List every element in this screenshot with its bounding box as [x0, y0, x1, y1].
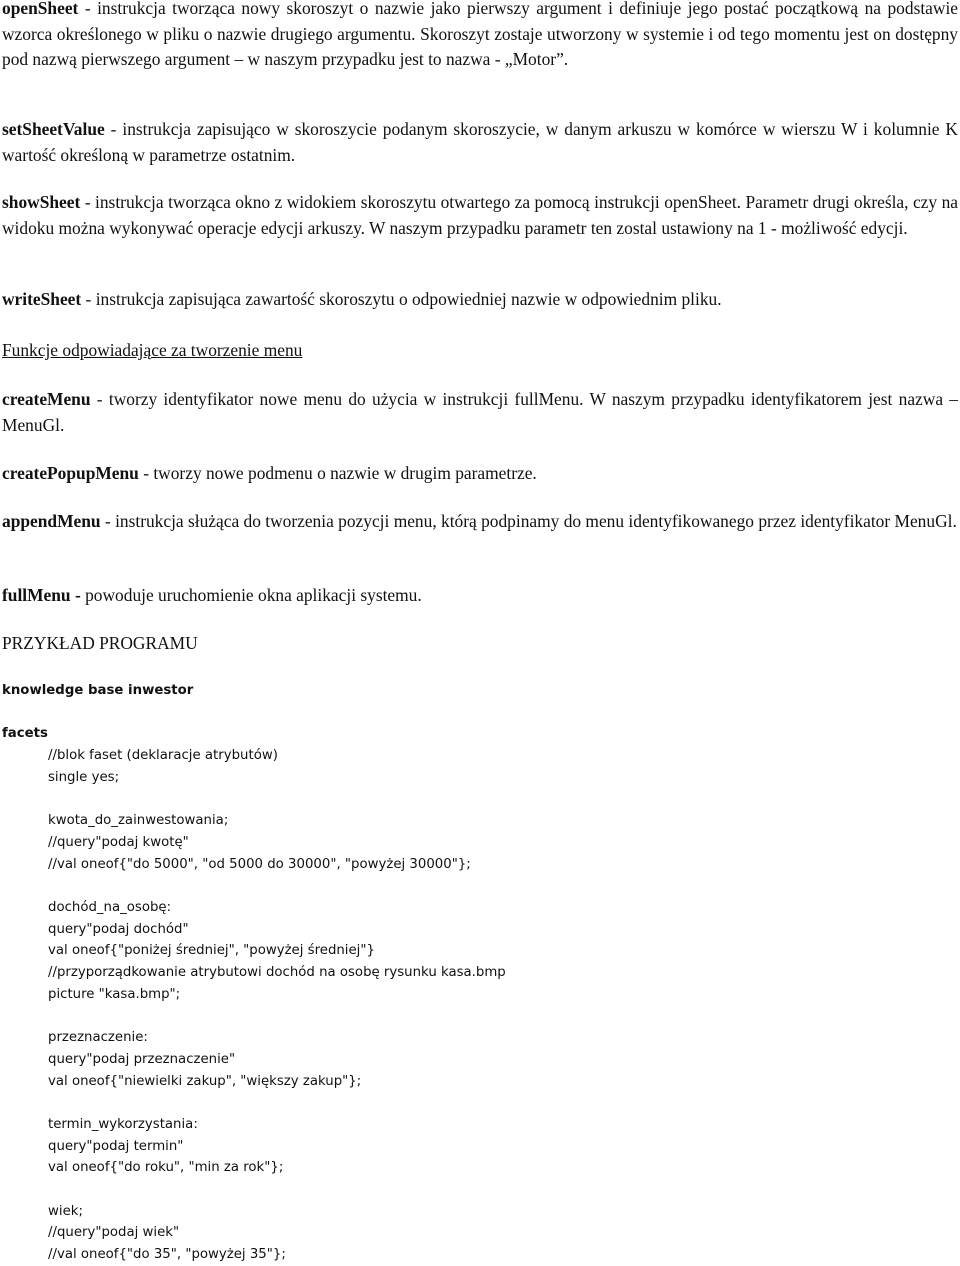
- term-appendmenu: appendMenu: [2, 511, 101, 531]
- code-line: single yes;: [48, 769, 120, 785]
- code-line: picture "kasa.bmp";: [48, 986, 181, 1002]
- code-line: //query"podaj kwotę": [48, 834, 189, 850]
- code-line: //blok faset (deklaracje atrybutów): [48, 748, 278, 763]
- code-line: kwota_do_zainwestowania;: [48, 813, 229, 829]
- desc-createpopupmenu: - tworzy nowe podmenu o nazwie w drugim parametrze.: [138, 463, 537, 483]
- code-line: //przyporządkowanie atrybutowi dochód na osobę rysunku kasa.bmp: [48, 965, 506, 980]
- term-createmenu: createMenu: [2, 389, 91, 409]
- code-line: termin_wykorzystania:: [48, 1116, 198, 1132]
- term-createpopupmenu: createPopupMenu: [2, 463, 139, 483]
- paragraph-createpopupmenu: [0, 461, 960, 487]
- term-writesheet: writeSheet: [2, 289, 82, 309]
- code-line: //val oneof{"do 35", "powyżej 35"};: [48, 1247, 286, 1263]
- code-knowledge-base: knowledge base inwestor: [2, 683, 194, 698]
- paragraph-showsheet: [0, 190, 960, 241]
- code-line: //query"podaj wiek": [48, 1225, 180, 1241]
- code-line: query"podaj dochód": [48, 921, 189, 937]
- desc-appendmenu: - instrukcja służąca do tworzenia pozycji menu, którą podpinamy do menu identyfikowanego przez identyfikator MenuGl.: [100, 511, 957, 531]
- desc-writesheet: - instrukcja zapisująca zawartość skoroszytu o odpowiedniej nazwie w odpowiednim pliku.: [81, 289, 722, 309]
- paragraph-appendmenu: [0, 509, 960, 535]
- code-line: wiek;: [48, 1203, 83, 1219]
- paragraph-setsheetvalue: [0, 117, 960, 168]
- term-showsheet: showSheet: [2, 192, 81, 212]
- paragraph-fullmenu: [0, 583, 960, 609]
- paragraph-writesheet: [0, 287, 960, 313]
- desc-opensheet: - instrukcja tworząca nowy skoroszyt o nazwie jako pierwszy argument i definiuje jego postać początkową na podstawie wzorca określonego w pliku o nazwie drugiego argumentu. Skoroszyt zostaje utworzony w systemie i od tego momentu jest on dostępny pod nazwą pierwszego argument – w naszym przypadku jest to nazwa - „Motor”.: [2, 0, 958, 69]
- term-opensheet: openSheet: [2, 0, 79, 18]
- code-facets-keyword: facets: [2, 726, 48, 741]
- code-line: query"podaj przeznaczenie": [48, 1051, 236, 1067]
- code-line: val oneof{"niewielki zakup", "większy zakup"};: [48, 1073, 362, 1089]
- desc-createmenu: - tworzy identyfikator nowe menu do użycia w instrukcji fullMenu. W naszym przypadku identyfikatorem jest nazwa – MenuGl.: [2, 389, 958, 435]
- code-line: val oneof{"poniżej średniej", "powyżej średniej"}: [48, 943, 375, 959]
- desc-setsheetvalue: - instrukcja zapisująco w skoroszycie podanym skoroszycie, w danym arkuszu w komórce w wierszu W i kolumnie K wartość określoną w parametrze ostatnim.: [2, 119, 958, 165]
- desc-showsheet: - instrukcja tworząca okno z widokiem skoroszytu otwartego za pomocą instrukcji openSheet. Parametr drugi określa, czy na widoku można wykonywać operacje edycji arkuszy. W naszym przypadku parametr ten zostal ustawiony na 1 - możliwość edycji.: [2, 192, 958, 238]
- example-heading: PRZYKŁAD PROGRAMU: [2, 633, 198, 653]
- menu-section-heading: [0, 338, 960, 364]
- code-line: val oneof{"do roku", "min za rok"};: [48, 1160, 284, 1176]
- term-setsheetvalue: setSheetValue: [2, 119, 105, 139]
- desc-fullmenu: powoduje uruchomienie okna aplikacji systemu.: [80, 585, 422, 605]
- term-fullmenu: fullMenu -: [2, 585, 81, 605]
- paragraph-createmenu: [0, 387, 960, 438]
- code-line: query"podaj termin": [48, 1138, 184, 1154]
- code-line: przeznaczenie:: [48, 1030, 148, 1046]
- code-line: dochód_na_osobę:: [48, 899, 172, 915]
- paragraph-opensheet: [0, 0, 960, 73]
- menu-heading-text: Funkcje odpowiadające za tworzenie menu: [2, 340, 303, 360]
- code-line: //val oneof{"do 5000", "od 5000 do 30000", "powyżej 30000"};: [48, 856, 471, 872]
